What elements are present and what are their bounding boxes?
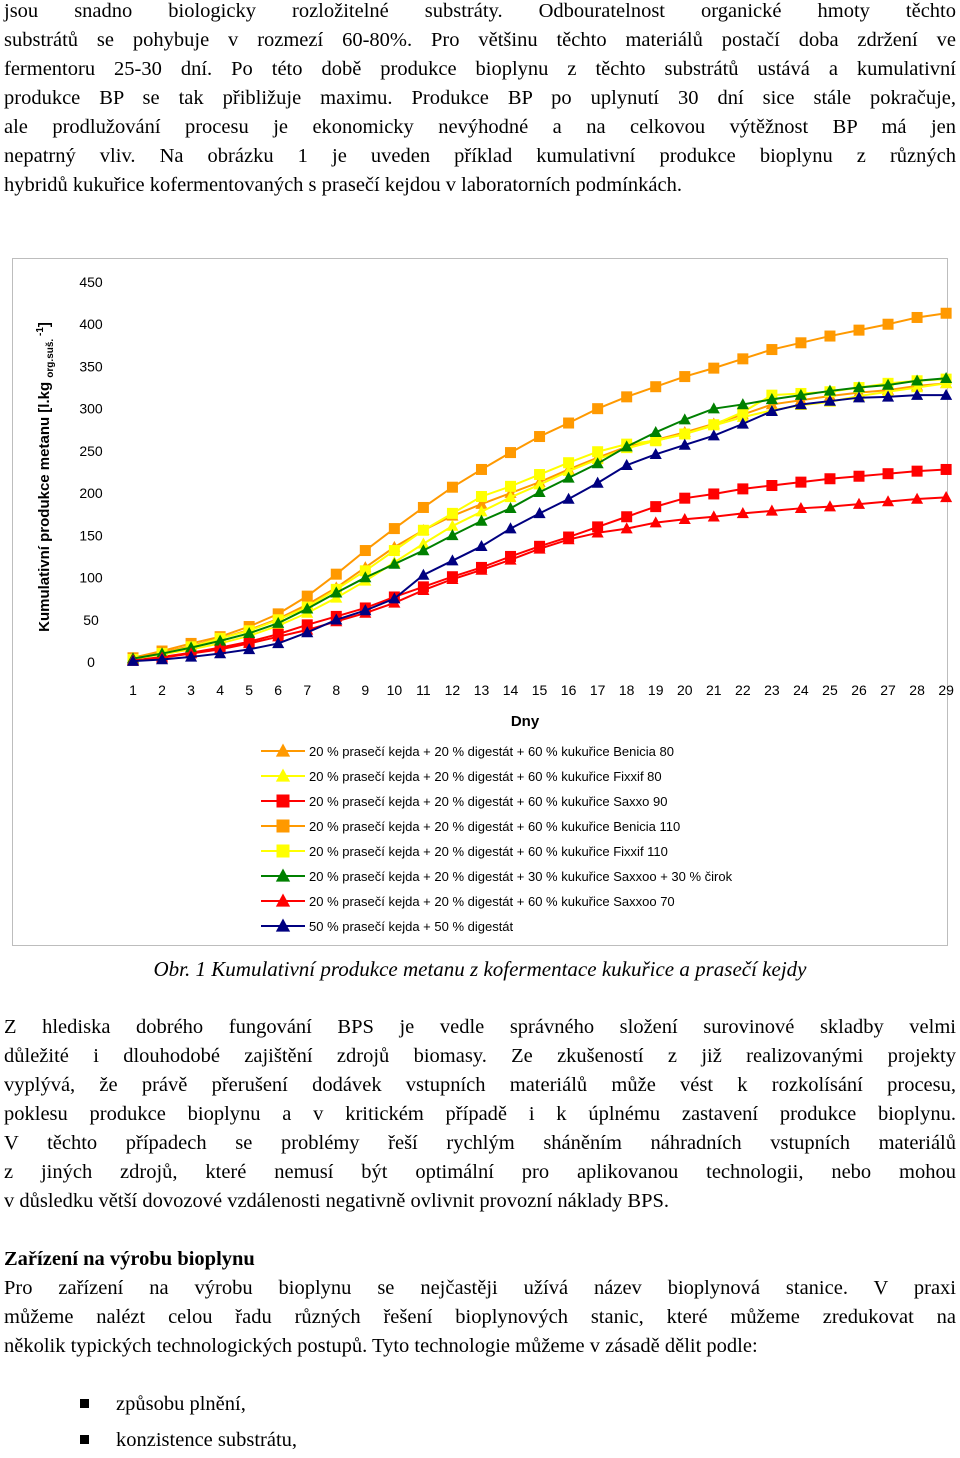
- x-tick-label: 23: [764, 682, 780, 698]
- legend-entry: 20 % prasečí kejda + 20 % digestát + 30 % kukuřice Saxxoo + 30 % čirok: [309, 869, 733, 884]
- data-point: [418, 502, 429, 513]
- x-tick-label: 18: [618, 682, 635, 698]
- data-point: [679, 493, 690, 504]
- x-tick-label: 24: [793, 682, 809, 698]
- text-line: vyplývá, že právě přerušení dodávek vstupních materiálů může vést k rozkolísání procesu,: [4, 1074, 956, 1096]
- y-tick-label: 400: [79, 316, 103, 333]
- data-point: [505, 481, 516, 492]
- text-line: z jiných zdrojů, které nemusí být optimální pro aplikovanou technologii, nebo mohou: [4, 1161, 956, 1183]
- text-line: poklesu produkce bioplynu a v kritickém případě i k úplnému zastavení produkce bioplynu.: [4, 1103, 956, 1125]
- data-point: [504, 502, 516, 513]
- data-point: [592, 477, 604, 488]
- data-point: [475, 540, 487, 551]
- y-tick-label: 200: [79, 485, 103, 502]
- series-line: [133, 383, 946, 658]
- y-tick-label: 100: [79, 569, 103, 586]
- x-tick-label: 27: [880, 682, 896, 698]
- x-tick-label: 6: [274, 682, 283, 698]
- text-line: Pro zařízení na výrobu bioplynu se nejčastěji užívá název bioplynová stanice. V praxi: [4, 1277, 956, 1299]
- text-line: fermentoru 25-30 dní. Po této době produkce bioplynu z těchto substrátů ustává a kumulativní: [4, 58, 956, 80]
- biomass-paragraph: [4, 1013, 956, 1216]
- data-point: [941, 464, 952, 475]
- data-point: [592, 403, 603, 414]
- data-point: [504, 522, 516, 533]
- data-point: [563, 457, 574, 468]
- x-tick-label: 8: [332, 682, 341, 698]
- x-tick-label: 20: [676, 682, 693, 698]
- methane-production-chart: [13, 259, 954, 945]
- y-axis-label: Kumulativní produkce metanu [l.kg $_{org.suš.}$ $^{-1}$]: [35, 322, 56, 632]
- text-line: V těchto případech se problémy řeší rychlým sháněním náhradních vstupních materiálů: [4, 1132, 956, 1154]
- series-line: [133, 383, 946, 658]
- data-point: [795, 477, 806, 488]
- legend-entry: 20 % prasečí kejda + 20 % digestát + 60 % kukuřice Saxxoo 70: [309, 894, 675, 909]
- data-point: [650, 501, 661, 512]
- x-tick-label: 9: [361, 682, 370, 698]
- x-tick-label: 3: [187, 682, 195, 698]
- data-point: [854, 471, 865, 482]
- bullet-square-icon: [80, 1399, 89, 1408]
- data-point: [941, 308, 952, 319]
- data-point: [360, 545, 371, 556]
- data-point: [824, 331, 835, 342]
- data-point: [592, 446, 603, 457]
- x-tick-label: 7: [303, 682, 312, 698]
- data-point: [534, 507, 546, 518]
- data-point: [708, 419, 719, 430]
- data-point: [679, 429, 690, 440]
- x-tick-label: 29: [938, 682, 954, 698]
- data-point: [302, 591, 313, 602]
- y-tick-label: 250: [79, 442, 103, 459]
- section-paragraph: [4, 1274, 956, 1361]
- data-point: [505, 447, 516, 458]
- legend-marker: [277, 820, 290, 833]
- x-tick-label: 15: [531, 682, 548, 698]
- text-line: nepatrný vliv. Na obrázku 1 je uveden příklad kumulativní produkce bioplynu z různých: [4, 145, 956, 167]
- y-tick-label: 150: [79, 527, 103, 544]
- x-tick-label: 11: [416, 682, 431, 698]
- list-item: [80, 1422, 297, 1458]
- text-line: hybridů kukuřice kofermentovaných s prasečí kejdou v laboratorních podmínkách.: [4, 174, 683, 196]
- x-tick-label: 19: [647, 682, 664, 698]
- text-line: ale prodlužování procesu je ekonomicky nevýhodné a na celkovou výtěžnost BP má jen: [4, 116, 956, 138]
- text-line: Z hlediska dobrého fungování BPS je vedle správného složení surovinové skladby velmi: [4, 1016, 956, 1038]
- text-line: substrátů se pohybuje v rozmezí 60-80%. Pro většinu těchto materiálů postačí doba zdržení ve: [4, 29, 956, 51]
- data-point: [679, 371, 690, 382]
- x-tick-label: 13: [473, 682, 490, 698]
- legend-entry: 20 % prasečí kejda + 20 % digestát + 60 % kukuřice Benicia 110: [309, 819, 681, 834]
- data-point: [389, 545, 400, 556]
- series-line: [133, 378, 946, 658]
- x-tick-label: 28: [909, 682, 925, 698]
- x-tick-label: 17: [589, 682, 606, 698]
- legend-entry: 20 % prasečí kejda + 20 % digestát + 60 % kukuřice Saxxo 90: [309, 794, 668, 809]
- data-point: [912, 312, 923, 323]
- data-point: [708, 488, 719, 499]
- data-point: [447, 508, 458, 519]
- legend-entry: 20 % prasečí kejda + 20 % digestát + 60 % kukuřice Fixxif 80: [309, 769, 662, 784]
- data-point: [621, 391, 632, 402]
- data-point: [417, 569, 429, 580]
- series-line: [133, 497, 946, 660]
- data-point: [940, 491, 952, 502]
- data-point: [708, 363, 719, 374]
- x-tick-label: 26: [851, 682, 867, 698]
- data-point: [824, 473, 835, 484]
- data-point: [883, 468, 894, 479]
- bullet-square-icon: [80, 1435, 89, 1444]
- x-tick-label: 10: [386, 682, 403, 698]
- data-point: [737, 483, 748, 494]
- data-point: [795, 337, 806, 348]
- legend-entry: 50 % prasečí kejda + 50 % digestát: [309, 919, 514, 934]
- intro-paragraph: [4, 0, 956, 200]
- x-tick-label: 12: [444, 682, 461, 698]
- data-point: [534, 469, 545, 480]
- y-tick-label: 450: [79, 274, 103, 290]
- data-point: [883, 319, 894, 330]
- legend-marker: [277, 845, 290, 858]
- data-point: [912, 466, 923, 477]
- x-tick-label: 2: [158, 682, 166, 698]
- text-line: můžeme nalézt celou řadu různých řešení bioplynových stanic, které můžeme zredukovat na: [4, 1306, 956, 1328]
- x-tick-label: 22: [735, 682, 751, 698]
- series-line: [133, 379, 946, 659]
- x-tick-label: 16: [560, 682, 577, 698]
- list-item: [80, 1386, 297, 1422]
- data-point: [476, 491, 487, 502]
- text-line: v důsledku větší dovozové vzdálenosti negativně ovlivnit provozní náklady BPS.: [4, 1190, 670, 1212]
- text-line: několik typických technologických postupů. Tyto technologie můžeme v zásadě dělit podle:: [4, 1335, 758, 1357]
- x-tick-label: 14: [502, 682, 519, 698]
- x-tick-label: 1: [129, 682, 137, 698]
- data-point: [534, 431, 545, 442]
- data-point: [563, 493, 575, 504]
- data-point: [476, 464, 487, 475]
- data-point: [418, 525, 429, 536]
- text-line: jsou snadno biologicky rozložitelné substráty. Odbouratelnost organické hmoty těchto: [4, 0, 956, 22]
- y-tick-label: 300: [79, 400, 103, 417]
- data-point: [389, 523, 400, 534]
- text-line: produkce BP se tak přibližuje maximu. Produkce BP po uplynutí 30 dní sice stále pokračuje,: [4, 87, 956, 109]
- data-point: [563, 418, 574, 429]
- data-point: [331, 569, 342, 580]
- legend-entry: 20 % prasečí kejda + 20 % digestát + 60 % kukuřice Fixxif 110: [309, 844, 668, 859]
- text-line: důležité i dlouhodobé zajištění zdrojů biomasy. Ze zkušeností z již realizovanými projekty: [4, 1045, 956, 1067]
- figure-caption: Obr. 1 Kumulativní produkce metanu z kofermentace kukuřice a prasečí kejdy: [153, 957, 807, 981]
- data-point: [854, 325, 865, 336]
- x-axis-label: Dny: [510, 713, 540, 730]
- data-point: [737, 353, 748, 364]
- chart-frame: [12, 258, 954, 946]
- legend-entry: 20 % prasečí kejda + 20 % digestát + 60 % kukuřice Benicia 80: [309, 744, 674, 759]
- y-tick-label: 350: [79, 358, 103, 375]
- data-point: [447, 482, 458, 493]
- x-tick-label: 25: [822, 682, 838, 698]
- data-point: [766, 480, 777, 491]
- data-point: [650, 381, 661, 392]
- data-point: [446, 554, 458, 565]
- data-point: [766, 344, 777, 355]
- data-point: [621, 511, 632, 522]
- x-tick-label: 21: [706, 682, 722, 698]
- y-tick-label: 50: [83, 611, 99, 628]
- legend-marker: [277, 795, 290, 808]
- section-heading: Zařízení na výrobu bioplynu: [4, 1248, 255, 1270]
- list-item-text: způsobu plnění,: [116, 1393, 246, 1415]
- x-tick-label: 4: [216, 682, 225, 698]
- bullet-list: [80, 1386, 297, 1458]
- y-tick-label: 0: [87, 654, 95, 670]
- x-tick-label: 5: [245, 682, 254, 698]
- list-item-text: konzistence substrátu,: [116, 1429, 298, 1451]
